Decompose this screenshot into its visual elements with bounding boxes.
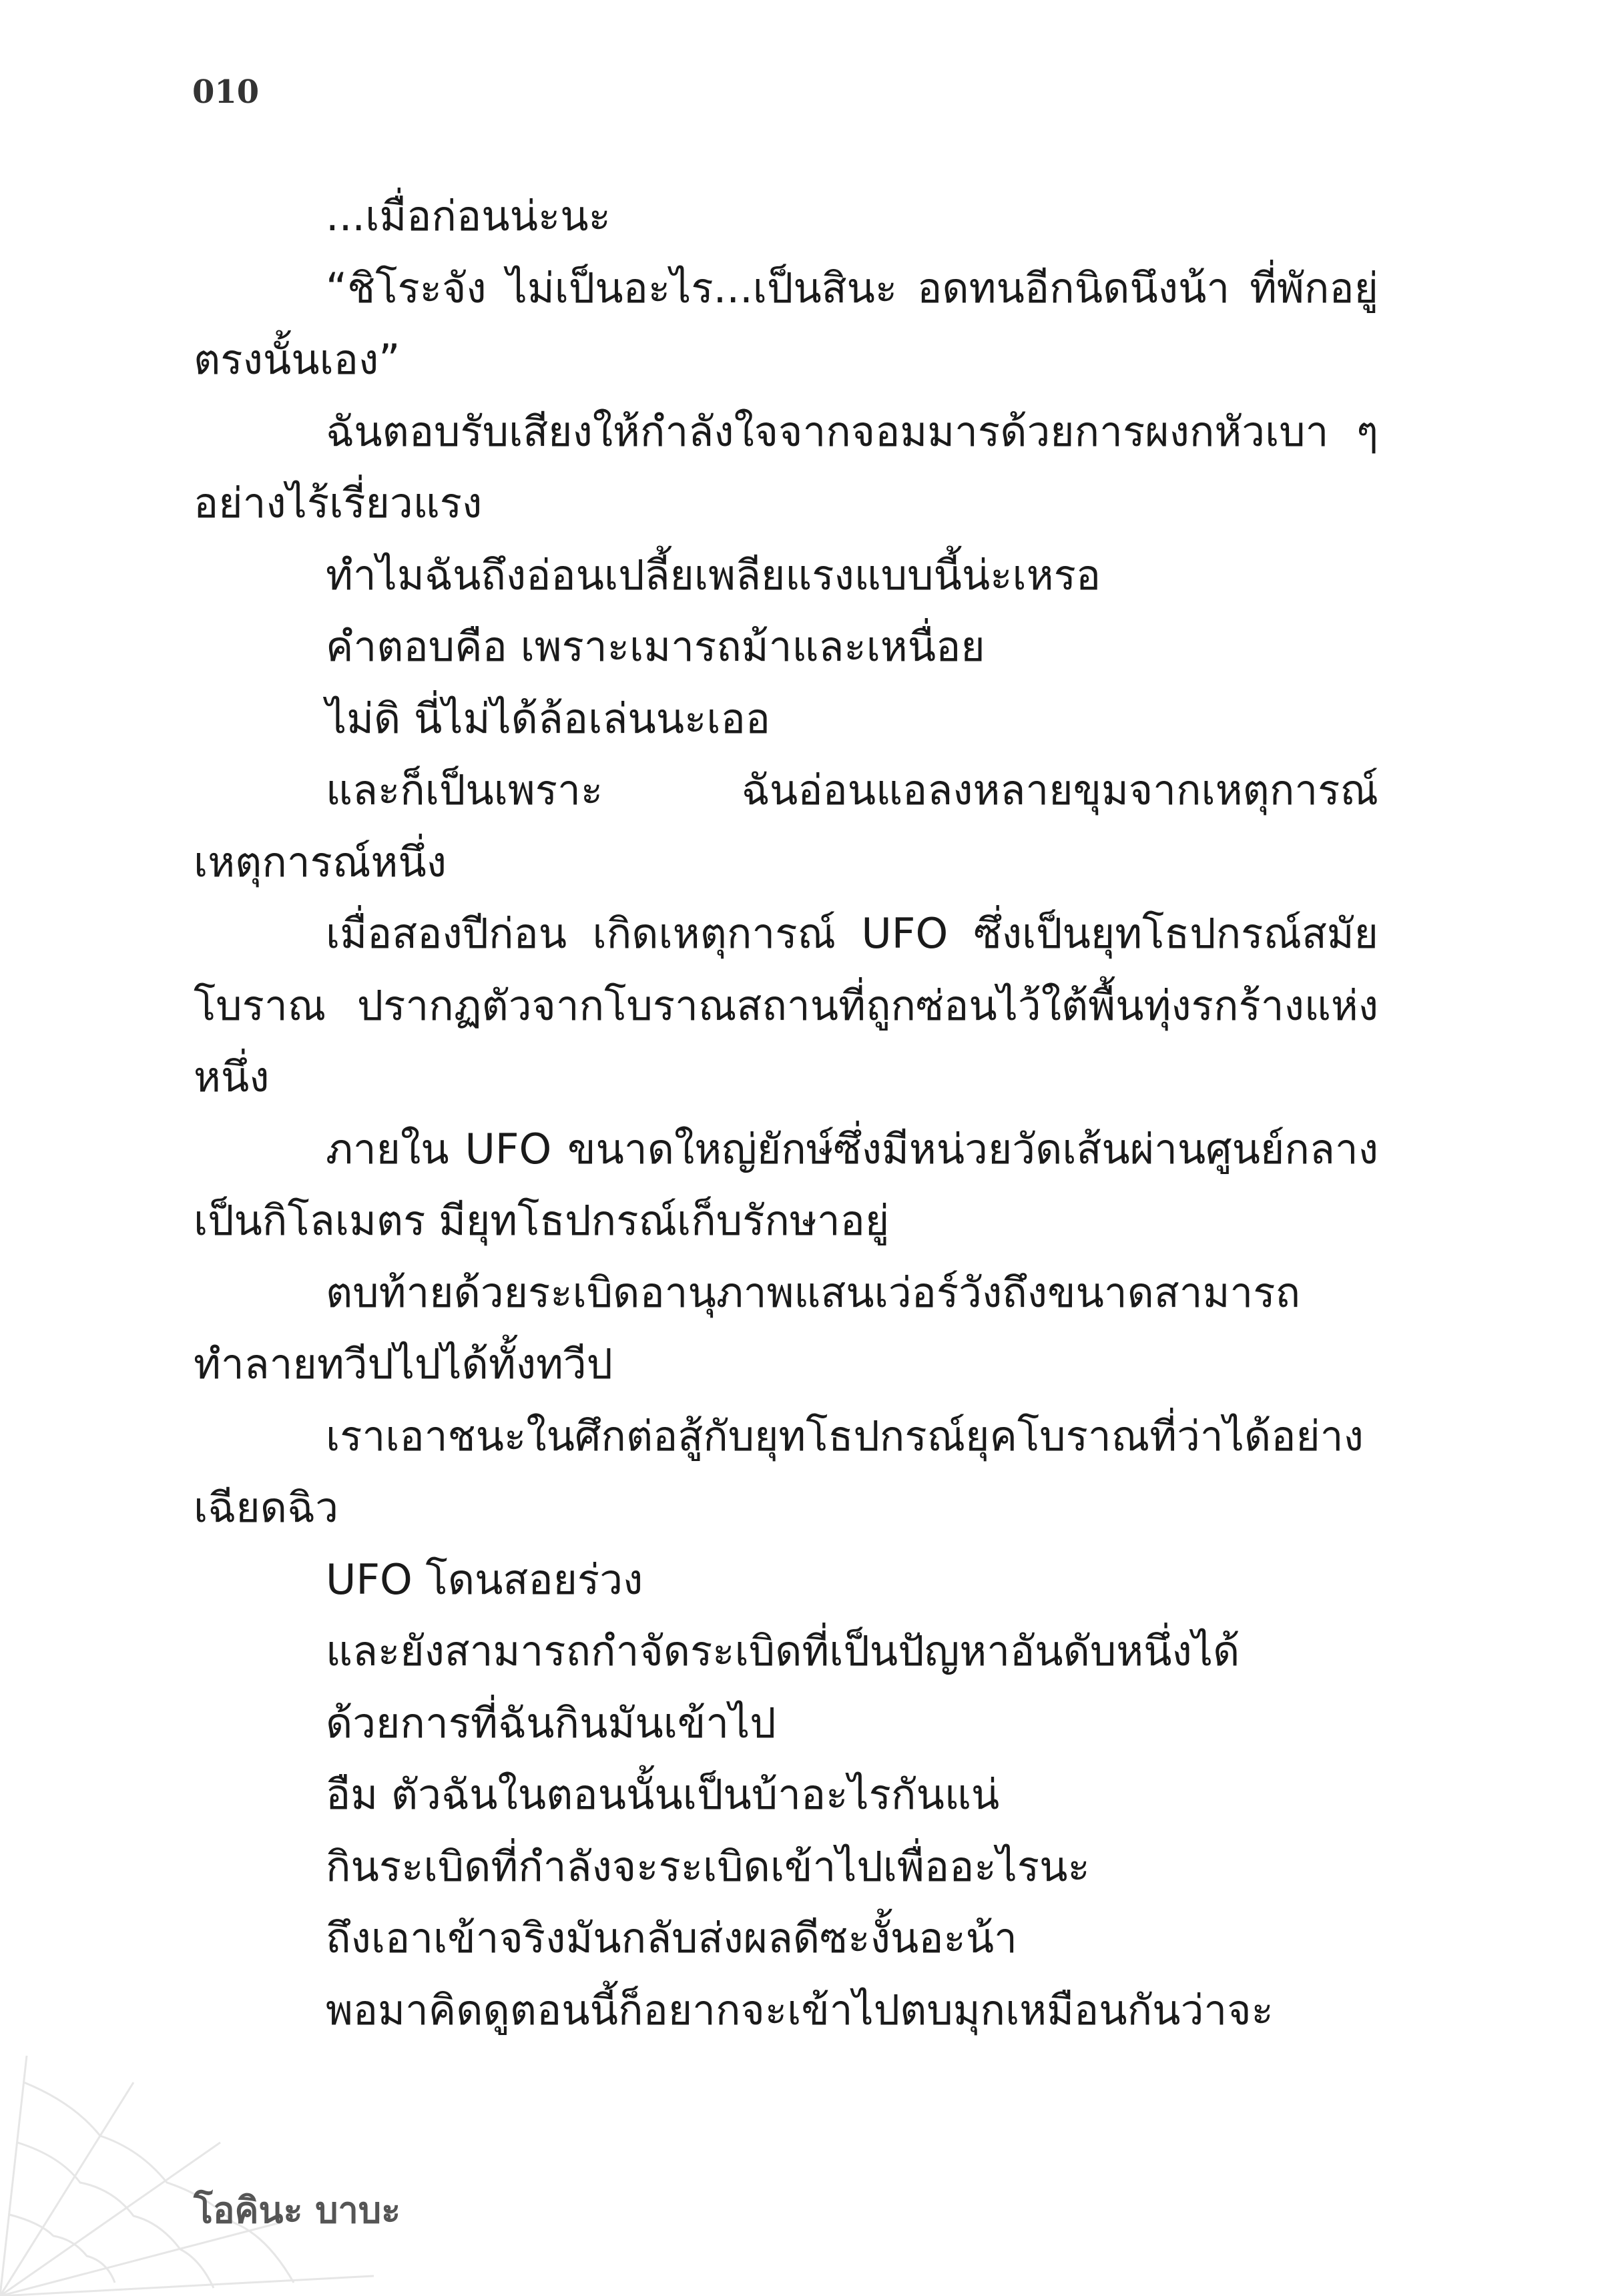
paragraph: UFO โดนสอยร่วง xyxy=(326,1554,643,1604)
paragraph: และยังสามารถกำจัดระเบิดที่เป็นปัญหาอันดับหนึ่งได้ xyxy=(326,1627,1240,1675)
paragraph: ภายใน UFO ขนาดใหญ่ยักษ์ซึ่งมีหน่วยวัดเส้นผ่านศูนย์กลางเป็นกิโลเมตร มียุทโธปกรณ์เก็บรักษาอยู่ xyxy=(194,1124,1378,1245)
paragraph: ไม่ดิ นี่ไม่ได้ล้อเล่นนะเออ xyxy=(326,693,771,743)
paragraph: พอมาคิดดูตอนนี้ก็อยากจะเข้าไปตบมุกเหมือนกันว่าจะ xyxy=(326,1985,1274,2034)
paragraph: ...เมื่อก่อนน่ะนะ xyxy=(326,192,611,240)
paragraph: ด้วยการที่ฉันกินมันเข้าไป xyxy=(326,1698,776,1747)
paragraph: อืม ตัวฉันในตอนนั้นเป็นบ้าอะไรกันแน่ xyxy=(326,1770,1000,1819)
page-number: 010 xyxy=(192,73,260,111)
paragraph: และก็เป็นเพราะ ฉันอ่อนแอลงหลายขุมจากเหตุการณ์เหตุการณ์หนึ่ง xyxy=(194,766,1378,886)
paragraph: เมื่อสองปีก่อน เกิดเหตุการณ์ UFO ซึ่งเป็นยุทโธปกรณ์สมัยโบราณ ปรากฏตัวจากโบราณสถานที่ถูกซ่อนไว้ใต้พื้นทุ่งรกร้างแห่งหนึ่ง xyxy=(194,909,1378,1101)
paragraph: กินระเบิดที่กำลังจะระเบิดเข้าไปเพื่ออะไรนะ xyxy=(326,1841,1090,1891)
paragraph: เราเอาชนะในศึกต่อสู้กับยุทโธปกรณ์ยุคโบราณที่ว่าได้อย่างเฉียดฉิว xyxy=(194,1411,1364,1532)
paragraph: ทำไมฉันถึงอ่อนเปลี้ยเพลียแรงแบบนี้น่ะเหรอ xyxy=(326,550,1101,599)
book-title: โอคินะ บาบะ xyxy=(194,2189,401,2231)
spider-web-icon xyxy=(0,2056,374,2296)
paragraph: “ชิโระจัง ไม่เป็นอะไร...เป็นสินะ อดทนอีกนิดนึงน้า ที่พักอยู่ตรงนั้นเอง” xyxy=(194,263,1378,384)
paragraph: ถึงเอาเข้าจริงมันกลับส่งผลดีซะงั้นอะน้า xyxy=(326,1914,1017,1962)
body-text xyxy=(194,180,1378,2046)
paragraph: ตบท้ายด้วยระเบิดอานุภาพแสนเว่อร์วังถึงขนาดสามารถทำลายทวีปไปได้ทั้งทวีป xyxy=(194,1267,1301,1388)
paragraph: ฉันตอบรับเสียงให้กำลังใจจากจอมมารด้วยการผงกหัวเบา ๆ อย่างไร้เรี่ยวแรง xyxy=(194,406,1378,527)
paragraph: คำตอบคือ เพราะเมารถม้าและเหนื่อย xyxy=(326,622,985,671)
